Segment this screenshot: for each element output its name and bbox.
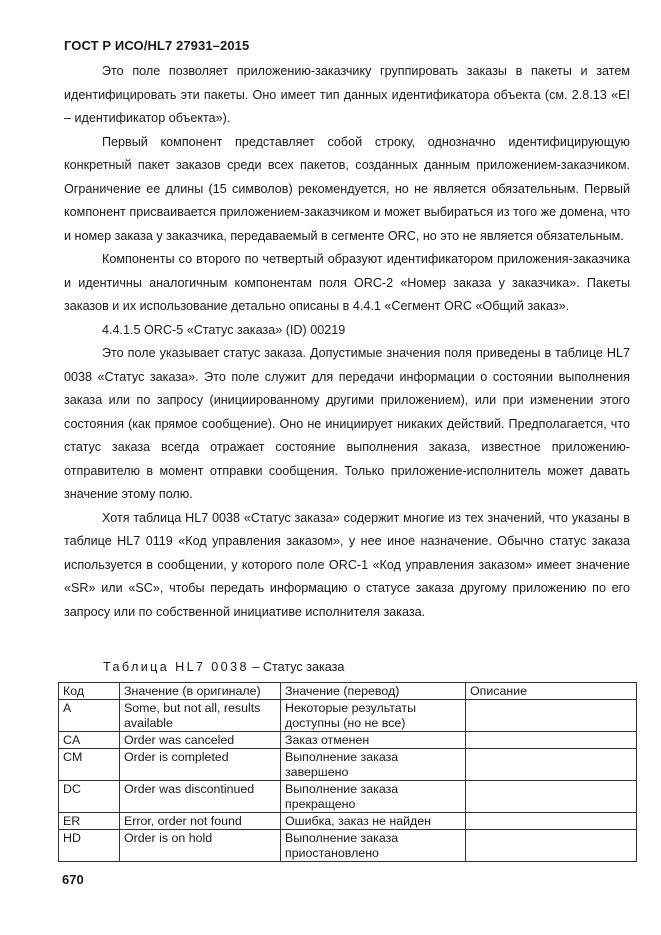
page-number: 670 (62, 872, 84, 887)
section-heading: 4.4.1.5 ORC-5 «Статус заказа» (ID) 00219 (102, 322, 346, 337)
cell-original: Error, order not found (120, 813, 281, 830)
cell-description (466, 749, 637, 781)
table-header-row (59, 683, 637, 700)
paragraph: Первый компонент представляет собой строку, однозначно идентифицирующую конкретный пакет заказов среди всех пакетов, созданных данным приложением-заказчиком. Ограничение ее длины (15 символов) рекомендуется, но не является обязательным. Первый компонент присваивается приложением-заказчиком и может выбираться из того же домена, что и номер заказа у заказчика, передаваемый в сегменте ORC, но это не является обязательным. (64, 134, 630, 243)
column-header-code: Код (59, 683, 120, 700)
table-row (59, 749, 637, 781)
table-caption-dash: – (252, 660, 260, 674)
cell-original: Order was canceled (120, 732, 281, 749)
document-header: ГОСТ Р ИСО/HL7 27931–2015 (64, 38, 250, 53)
document-body (64, 60, 630, 624)
cell-description (466, 813, 637, 830)
cell-description (466, 732, 637, 749)
cell-translation: Выполнение заказа завершено (281, 749, 466, 781)
paragraph: Это поле указывает статус заказа. Допустимые значения поля приведены в таблице HL7 0038 «Статус заказа». Это поле служит для передачи информации о состоянии выполнения заказа или по запросу (инициированному другими приложением), или при изменении этого состояния (как прямое сообщение). Оно не инициирует никаких действий. Предполагается, что статус заказа всегда отражает состояние выполнения заказа, известное приложению-отправителю в момент отправки сообщения. Только приложение-исполнитель может давать значение этому полю. (64, 346, 630, 501)
cell-translation: Ошибка, заказ не найден (281, 813, 466, 830)
status-table (58, 682, 637, 862)
cell-code: DC (59, 781, 120, 813)
column-header-description: Описание (466, 683, 637, 700)
paragraph: Компоненты со второго по четвертый образуют идентификатором приложения-заказчика и идентичны аналогичным компонентам поля ORC-2 «Номер заказа у заказчика». Пакеты заказов и их использование детально описаны в 4.4.1 «Сегмент ORC «Общий заказ». (64, 252, 630, 313)
cell-code: A (59, 700, 120, 732)
table-row (59, 813, 637, 830)
paragraph: Это поле позволяет приложению-заказчику группировать заказы в пакеты и затем идентифицировать эти пакеты. Оно имеет тип данных идентификатора объекта (см. 2.8.13 «EI – идентификатор объекта»). (64, 64, 630, 125)
cell-code: CA (59, 732, 120, 749)
cell-original: Order is completed (120, 749, 281, 781)
table-caption-label: Таблица HL7 0038 (103, 660, 249, 674)
cell-translation: Заказ отменен (281, 732, 466, 749)
cell-description (466, 830, 637, 862)
table-row (59, 830, 637, 862)
cell-original: Some, but not all, results available (120, 700, 281, 732)
paragraph: Хотя таблица HL7 0038 «Статус заказа» содержит многие из тех значений, что указаны в таблице HL7 0119 «Код управления заказом», у нее иное назначение. Обычно статус заказа используется в сообщении, у которого поле ORC-1 «Код управления заказом» имеет значение «SR» или «SC», чтобы передать информацию о статусе заказа другому приложению по его запросу или по собственной инициативе исполнителя заказа. (64, 510, 630, 619)
cell-code: HD (59, 830, 120, 862)
cell-code: CM (59, 749, 120, 781)
cell-translation: Выполнение заказа прекращено (281, 781, 466, 813)
cell-code: ER (59, 813, 120, 830)
column-header-translation: Значение (перевод) (281, 683, 466, 700)
cell-original: Order was discontinued (120, 781, 281, 813)
cell-description (466, 700, 637, 732)
table-row (59, 781, 637, 813)
table-caption (103, 660, 344, 674)
cell-translation: Некоторые результаты доступны (но не все) (281, 700, 466, 732)
cell-original: Order is on hold (120, 830, 281, 862)
table-row (59, 732, 637, 749)
cell-description (466, 781, 637, 813)
cell-translation: Выполнение заказа приостановлено (281, 830, 466, 862)
table-row (59, 700, 637, 732)
table-caption-title: Статус заказа (262, 660, 345, 674)
column-header-original: Значение (в оригинале) (120, 683, 281, 700)
